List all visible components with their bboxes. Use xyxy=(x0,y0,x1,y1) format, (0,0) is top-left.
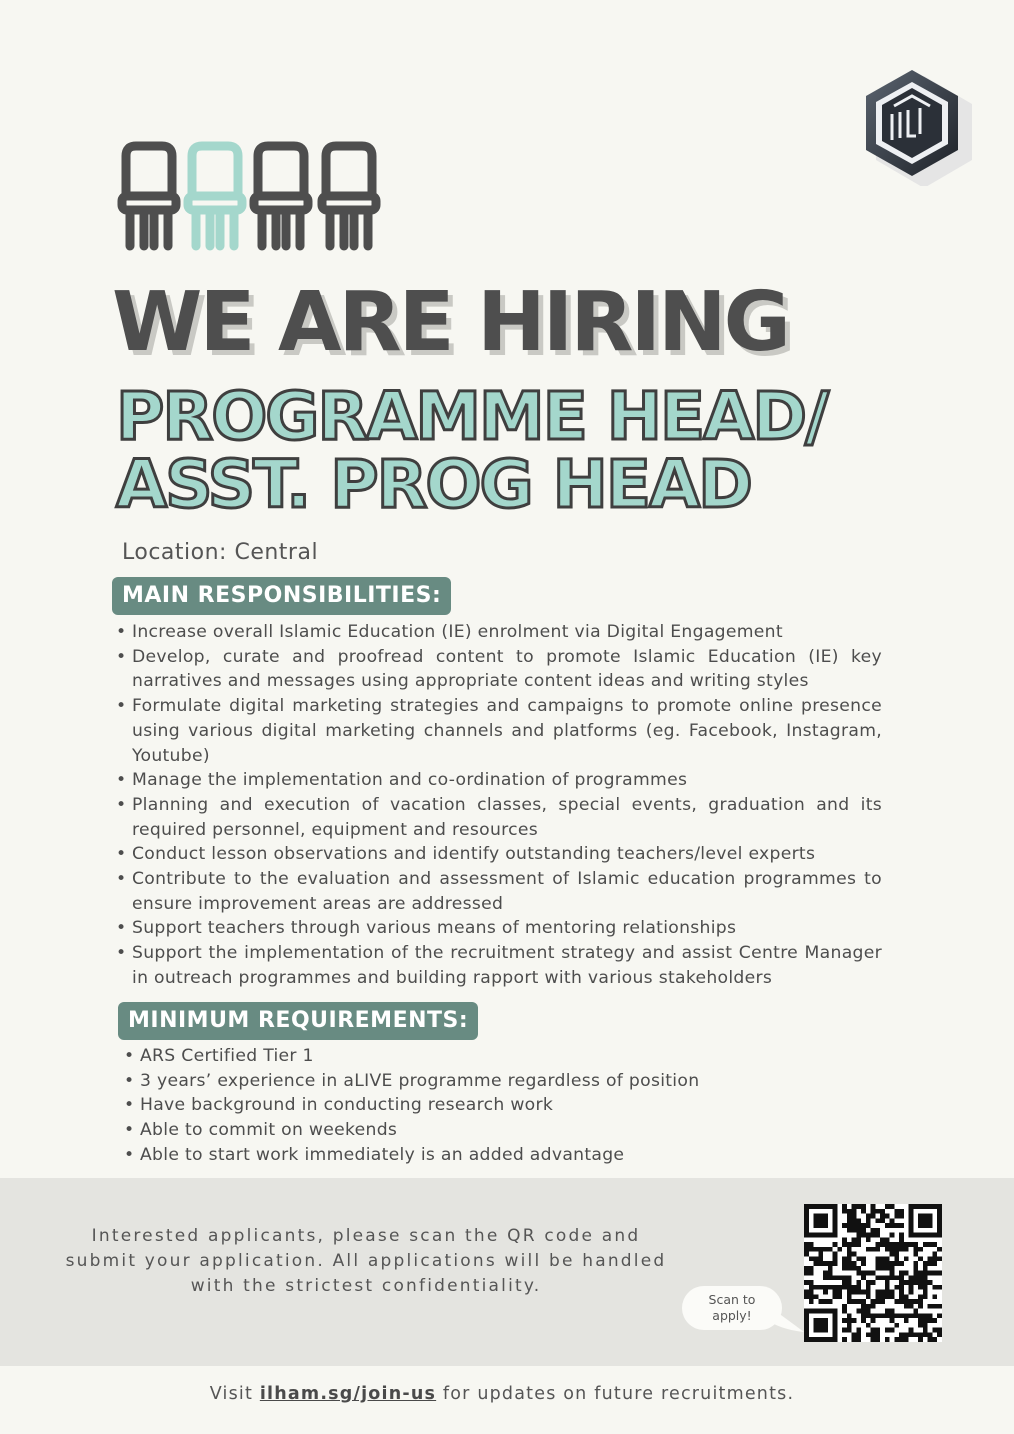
list-item: • Have background in conducting research work xyxy=(124,1093,824,1118)
location-text: Location: Central xyxy=(122,540,319,565)
list-item: • Support the implementation of the recruitment strategy and assist Centre Manager in outreach programmes and building rapport with various stakeholders xyxy=(116,941,882,990)
join-us-link[interactable]: ilham.sg/join-us xyxy=(259,1384,437,1404)
list-item: • Manage the implementation and co-ordination of programmes xyxy=(116,768,882,793)
list-item: • Able to start work immediately is an added advantage xyxy=(124,1143,824,1168)
footer-suffix: for updates on future recruitments. xyxy=(436,1384,795,1404)
list-item: • 3 years’ experience in aLIVE programme regardless of position xyxy=(124,1069,824,1094)
list-item: • Able to commit on weekends xyxy=(124,1118,824,1143)
requirements-list xyxy=(124,1044,824,1168)
footer-prefix: Visit xyxy=(209,1384,260,1404)
requirements-heading: MINIMUM REQUIREMENTS: xyxy=(118,1002,478,1040)
scan-to-apply-label: Scan to apply! xyxy=(708,1292,756,1323)
list-item: • ARS Certified Tier 1 xyxy=(124,1044,824,1069)
list-item: • Planning and execution of vacation classes, special events, graduation and its required personnel, equipment and resources xyxy=(116,793,882,842)
scan-to-apply-bubble xyxy=(682,1286,782,1330)
responsibilities-heading: MAIN RESPONSIBILITIES: xyxy=(112,577,451,615)
qr-code-icon[interactable] xyxy=(804,1204,942,1342)
list-item: • Increase overall Islamic Education (IE) enrolment via Digital Engagement xyxy=(116,620,882,645)
list-item: • Develop, curate and proofread content to promote Islamic Education (IE) key narratives and messages using appropriate content ideas and writing styles xyxy=(116,645,882,694)
role-title-line1: PROGRAMME HEAD/ xyxy=(116,378,828,455)
list-item: • Conduct lesson observations and identify outstanding teachers/level experts xyxy=(116,842,882,867)
footer-note xyxy=(0,1384,1004,1404)
list-item: • Formulate digital marketing strategies and campaigns to promote online presence using various digital marketing channels and platforms (eg. Facebook, Instagram, Youtube) xyxy=(116,694,882,768)
chairs-row-icon xyxy=(116,140,386,252)
ilham-logo-icon xyxy=(858,66,978,186)
role-title-line2: ASST. PROG HEAD xyxy=(116,446,751,523)
responsibilities-list xyxy=(116,620,882,991)
list-item: • Contribute to the evaluation and assessment of Islamic education programmes to ensure improvement areas are addressed xyxy=(116,867,882,916)
list-item: • Support teachers through various means of mentoring relationships xyxy=(116,916,882,941)
headline: WE ARE HIRING xyxy=(112,275,788,370)
apply-instructions: Interested applicants, please scan the QR code and submit your application. All applications will be handled with the strictest confidentiality. xyxy=(65,1226,667,1296)
